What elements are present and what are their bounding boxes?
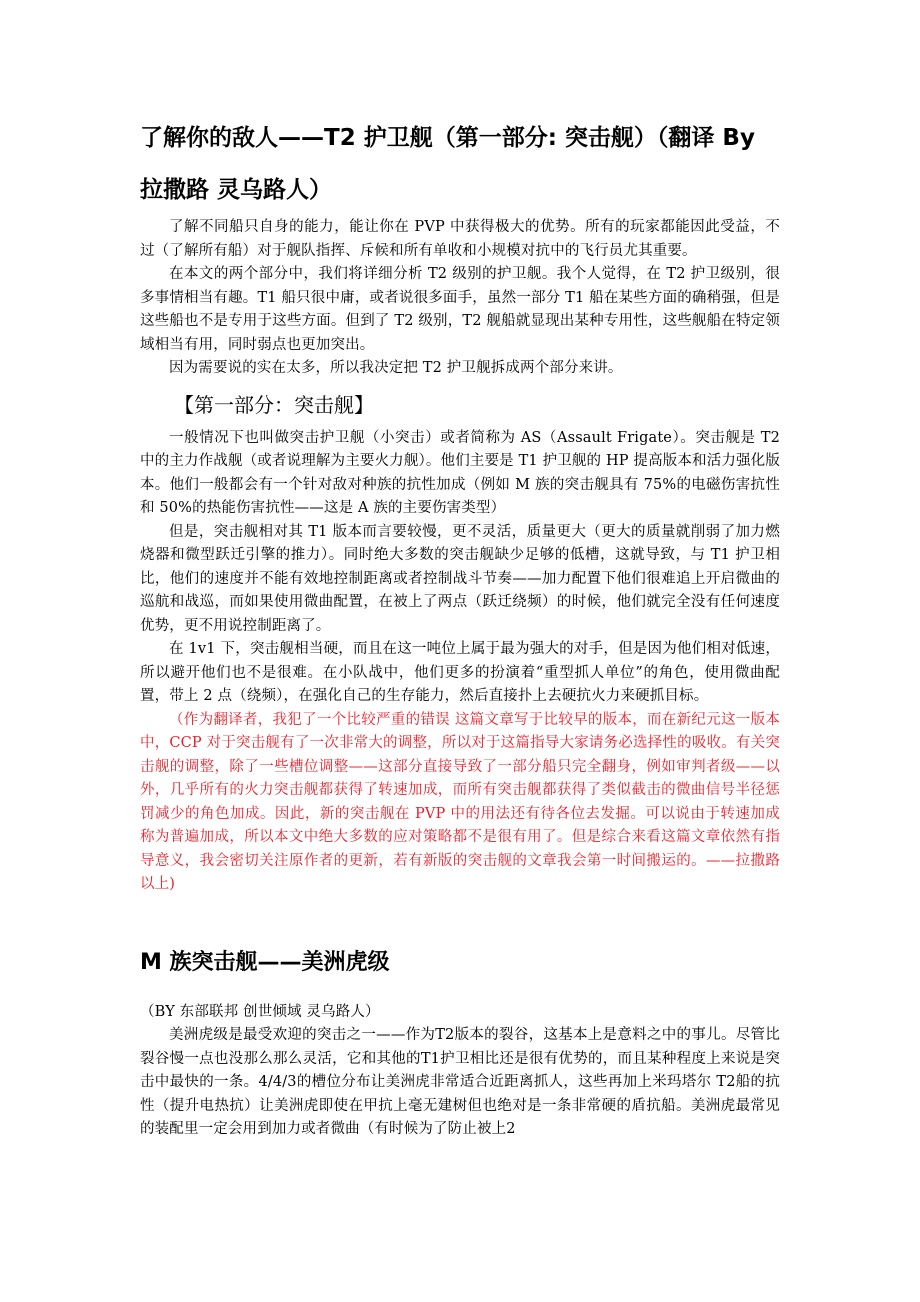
intro-paragraph-2: 在本文的两个部分中，我们将详细分析 T2 级别的护卫舰。我个人觉得，在 T2 护卫级别，很多事情相当有趣。T1 船只很中庸，或者说很多面手，虽然一部分 T1 船在某些方面的确稍强，但是这些船也不是专用于这些方面。但到了 T2 级别，T2 舰船就显现出某种专用性，这些舰船在特定领域相当有用，同时弱点也更加突出。	[140, 266, 780, 353]
section-paragraph-3: 在 1v1 下，突击舰相当硬，而且在这一吨位上属于最为强大的对手，但是因为他们相对低速，所以避开他们也不是很难。在小队战中，他们更多的扮演着“重型抓人单位”的角色，使用微曲配置，带上 2 点（绕频），在强化自己的生存能力，然后直接扑上去硬抗火力来硬抓目标。	[140, 641, 780, 704]
section-paragraph-1: 一般情况下也叫做突击护卫舰（小突击）或者简称为 AS（Assault Frigate）。突击舰是 T2 中的主力作战舰（或者说理解为主要火力舰）。他们主要是 T1 护卫舰的 HP 提高版本和活力强化版本。他们一般都会有一个针对敌对种族的抗性加成（例如 M 族的突击舰具有 75%的电磁伤害抗性和 50%的热能伤害抗性——这是 A 族的主要伤害类型）	[140, 429, 780, 516]
document-title-line-1: 了解你的敌人——T2 护卫舰（第一部分: 突击舰）（翻译 By	[140, 125, 755, 151]
m-section-paragraph: 美洲虎级是最受欢迎的突击之一——作为T2版本的裂谷，这基本上是意料之中的事儿。尽管比裂谷慢一点也没那么那么灵活，它和其他的T1护卫相比还是很有优势的，而且某种程度上来说是突击中最快的一条。4/4/3的槽位分布让美洲虎非常适合近距离抓人，这些再加上米玛塔尔 T2船的抗性（提升电热抗）让美洲虎即使在甲抗上毫无建树但也绝对是一条非常硬的盾抗船。美洲虎最常见的装配里一定会用到加力或者微曲（有时候为了防止被上2	[140, 1027, 780, 1137]
section-heading-assault-frigates: 【第一部分：突击舰】	[174, 392, 374, 417]
document-title-line-2: 拉撒路 灵乌路人）	[140, 177, 333, 203]
document-title	[140, 112, 780, 216]
m-faction-section-title: M 族突击舰——美洲虎级	[140, 949, 390, 975]
document-page	[140, 112, 780, 1142]
translator-note: （作为翻译者，我犯了一个比较严重的错误 这篇文章写于比较早的版本，而在新纪元这一版本中，CCP 对于突击舰有了一次非常大的调整，所以对于这篇指导大家请务必选择性的吸收。有关突击舰的调整，除了一些槽位调整——这部分直接导致了一部分船只完全翻身，例如审判者级——以外，几乎所有的火力突击舰都获得了转速加成，而所有突击舰都获得了类似截击的微曲信号半径惩罚减少的角色加成。因此，新的突击舰在 PVP 中的用法还有待各位去发掘。可以说由于转速加成称为普遍加成，所以本文中绝大多数的应对策略都不是很有用了。但是综合来看这篇文章依然有指导意义，我会密切关注原作者的更新，若有新版的突击舰的文章我会第一时间搬运的。——拉撒路 以上)	[140, 711, 780, 892]
m-section-byline: （BY 东部联邦 创世倾域 灵乌路人）	[140, 1003, 380, 1020]
intro-paragraph-3: 因为需要说的实在太多，所以我决定把 T2 护卫舰拆成两个部分来讲。	[169, 360, 623, 376]
intro-paragraph-1: 了解不同船只自身的能力，能让你在 PVP 中获得极大的优势。所有的玩家都能因此受益，不过（了解所有船）对于舰队指挥、斥候和所有单收和小规模对抗中的飞行员尤其重要。	[140, 219, 780, 259]
section-paragraph-2: 但是，突击舰相对其 T1 版本而言要较慢，更不灵活，质量更大（更大的质量就削弱了加力燃烧器和微型跃迁引擎的推力）。同时绝大多数的突击舰缺少足够的低槽，这就导致，与 T1 护卫相比，他们的速度并不能有效地控制距离或者控制战斗节奏——加力配置下他们很难追上开启微曲的巡航和战巡，而如果使用微曲配置，在被上了两点（跃迁绕频）的时候，他们就完全没有任何速度优势，更不用说控制距离了。	[140, 523, 780, 634]
